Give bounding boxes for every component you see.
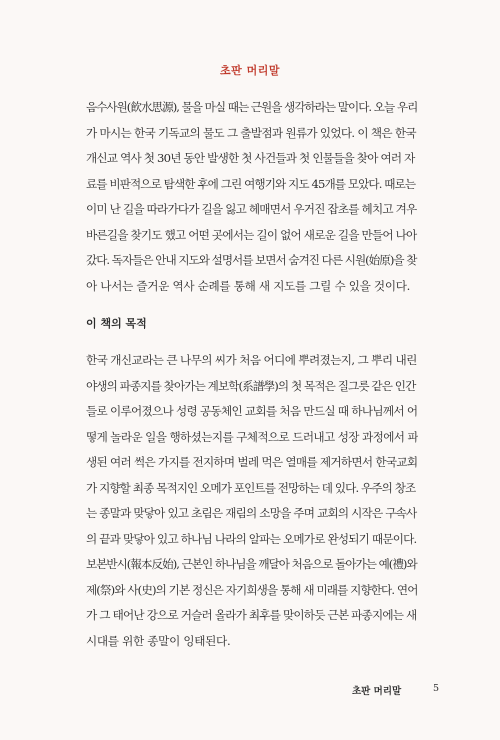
paragraph-line: 가 그 태어난 강으로 거슬러 올라가 최후를 맞이하듯 근본 파종지에는 새 [86,608,417,622]
paragraph-line: 떻게 놀라운 일을 행하셨는지를 구체적으로 드러내고 성장 과정에서 파 [86,429,418,444]
paragraph-line: 의 끝과 맞닿아 있고 하나님 나라의 알파는 오메가로 완성되기 때문이다. [86,531,417,546]
paragraph-line: 가 지향할 최종 목적지인 오메가 포인트를 전망하는 데 있다. 우주의 창조 [86,480,416,495]
paragraph-line: 가 마시는 한국 기독교의 물도 그 출발점과 원류가 있었다. 이 책은 한국 [86,125,416,140]
paragraph-line: 갔다. 독자들은 안내 지도와 설명서를 보면서 숨겨진 다른 시원(始原)을 찾 [86,253,417,267]
paragraph-line: 들로 이루어졌으나 성령 공동체인 교회를 처음 만드실 때 하나님께서 어 [86,404,418,418]
paragraph-line: 시대를 위한 종말이 잉태된다. [86,633,231,648]
paragraph-line: 아 나서는 즐거운 역사 순례를 통해 새 지도를 그릴 수 있을 것이다. [86,278,411,293]
paragraph-line: 이미 난 길을 따라가다가 길을 잃고 헤매면서 우거진 잡초를 헤치고 겨우 [86,202,417,216]
paragraph-line: 생된 여러 썩은 가지를 전지하며 벌레 먹은 열매를 제거하면서 한국교회 [86,455,418,469]
intro-paragraph [86,95,418,299]
paragraph-line: 음수사원(飮水思源), 물을 마실 때는 근원을 생각하라는 말이다. 오늘 우리 [86,100,418,114]
paragraph-line: 는 종말과 맞닿아 있고 초림은 재림의 소망을 주며 교회의 시작은 구속사 [86,506,417,520]
paragraph-line: 제(祭)와 사(史)의 기본 정신은 자기희생을 통해 새 미래를 지향한다. 연어 [86,582,418,597]
paragraph-line: 보본반시(報本反始), 근본인 하나님을 깨달아 처음으로 돌아가는 예(禮)와 [86,557,417,571]
page-number: 5 [433,683,440,694]
running-footer-title: 초판 머리말 [352,686,402,697]
section-heading: 이 책의 목적 [86,317,147,330]
paragraph-line: 료를 비판적으로 탐색한 후에 그린 여행기와 지도 45개를 모았다. 때로는 [86,176,416,191]
paragraph-line: 한국 개신교라는 큰 나무의 씨가 처음 어디에 뿌려졌는지, 그 뿌리 내린 [86,353,417,367]
paragraph-line: 바른길을 찾기도 했고 어떤 곳에서는 길이 없어 새로운 길을 만들어 나아 [86,227,417,242]
paragraph-line: 야생의 파종지를 찾아가는 계보학(系譜學)의 첫 목적은 질그릇 같은 인간 [86,378,416,393]
paragraph-line: 개신교 역사 첫 30년 동안 발생한 첫 사건들과 첫 인물들을 찾아 여러 자 [86,151,415,165]
chapter-title: 초판 머리말 [220,64,280,77]
purpose-paragraph [86,348,418,654]
